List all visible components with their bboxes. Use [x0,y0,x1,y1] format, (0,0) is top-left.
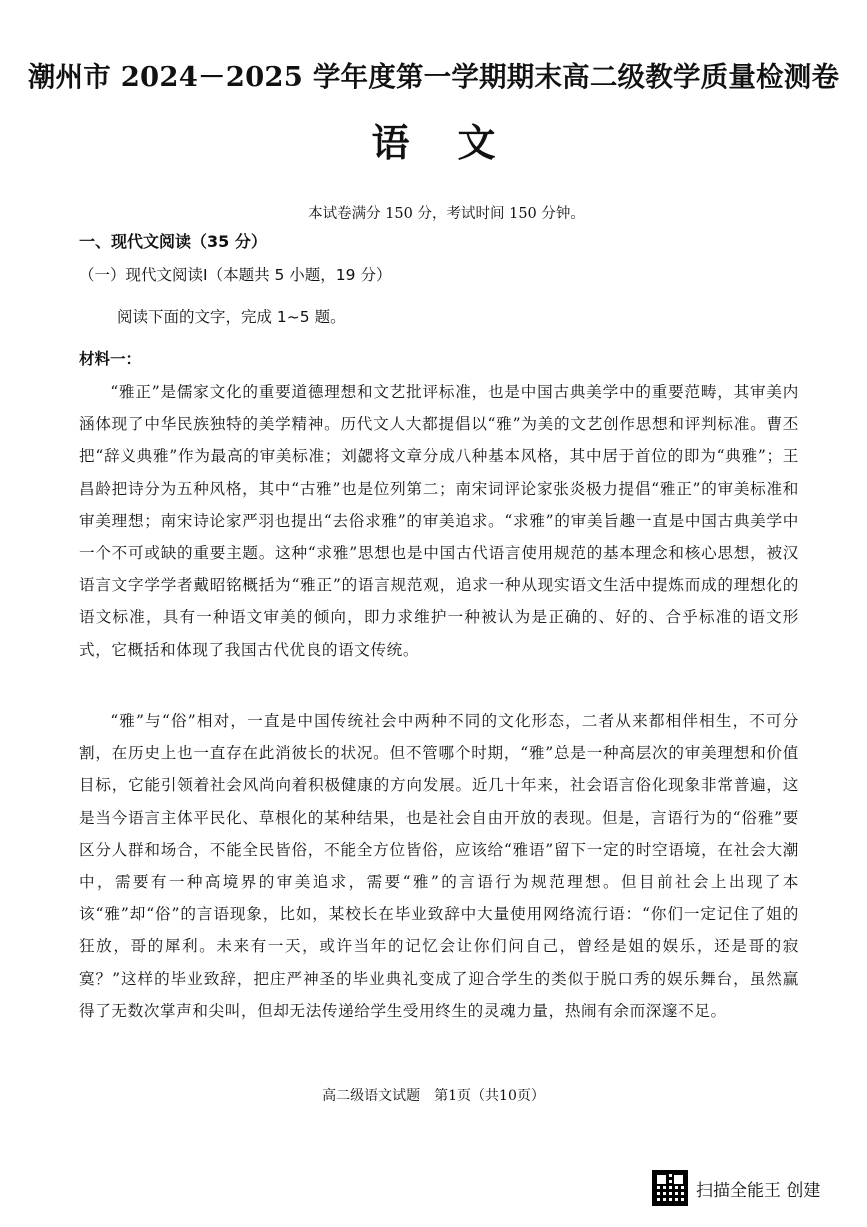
material-paragraph-2: “雅”与“俗”相对，一直是中国传统社会中两种不同的文化形态，二者从来都相伴相生，不可分割，在历史上也一直存在此消彼长的状况。但不管哪个时期，“雅”总是一种高层次的审美理想和价值目标，它能引领着社会风尚向着积极健康的方向发展。近几十年来，社会语言俗化现象非常普遍，这是当今语言主体平民化、草根化的某种结果，也是社会自由开放的表现。但是，言语行为的“俗雅”要区分人群和场合，不能全民皆俗，不能全方位皆俗，应该给“雅语”留下一定的时空语境，在社会大潮中，需要有一种高境界的审美追求，需要“雅”的言语行为规范理想。但目前社会上出现了本该“雅”却“俗”的言语现象，比如，某校长在毕业致辞中大量使用网络流行语：“你们一定记住了姐的狂放，哥的犀利。未来有一天，或许当年的记忆会让你们问自己，曾经是姐的娱乐，还是哥的寂寞？”这样的毕业致辞，把庄严神圣的毕业典礼变成了迎合学生的类似于脱口秀的娱乐舞台，虽然赢得了无数次掌声和尖叫，但却无法传递给学生受用终生的灵魂力量，热闹有余而深邃不足。 [79,712,799,1020]
material-label: 材料一： [79,350,142,368]
subject-title: 语文 [371,120,544,165]
section-subheading: （一）现代文阅读Ⅰ（本题共 5 小题，19 分） [79,266,392,284]
section-heading: 一、现代文阅读（35 分） [79,232,267,251]
exam-title: 潮州市 2024－2025 学年度第一学期期末高二级教学质量检测卷 [27,61,840,93]
exam-note: 本试卷满分 150 分，考试时间 150 分钟。 [308,206,585,222]
page-footer: 高二级语文试题 第1页（共10页） [322,1088,545,1104]
material-paragraph-1: “雅正”是儒家文化的重要道德理想和文艺批评标准，也是中国古典美学中的重要范畴，其审美内涵体现了中华民族独特的美学精神。历代文人大都提倡以“雅”为美的文艺创作思想和评判标准。曹丕把“辞义典雅”作为最高的审美标准；刘勰将文章分成八种基本风格，其中居于首位的即为“典雅”；王昌龄把诗分为五种风格，其中“古雅”也是位列第二；南宋词评论家张炎极力提倡“雅正”的审美标准和审美理想；南宋诗论家严羽也提出“去俗求雅”的审美追求。“求雅”的审美旨趣一直是中国古典美学中一个不可或缺的重要主题。这种“求雅”思想也是中国古代语言使用规范的基本理念和核心思想，被汉语言文字学学者戴昭铭概括为“雅正”的语言规范观，追求一种从现实语文生活中提炼而成的理想化的语文标准，具有一种语文审美的倾向，即力求维护一种被认为是正确的、好的、合乎标准的语文形式，它概括和体现了我国古代优良的语文传统。 [79,383,799,659]
watermark-text: 扫描全能王 创建 [696,1180,821,1201]
qr-code-icon [652,1170,688,1206]
reading-instruction: 阅读下面的文字，完成 1~5 题。 [117,308,346,326]
scanner-watermark [652,1170,820,1206]
